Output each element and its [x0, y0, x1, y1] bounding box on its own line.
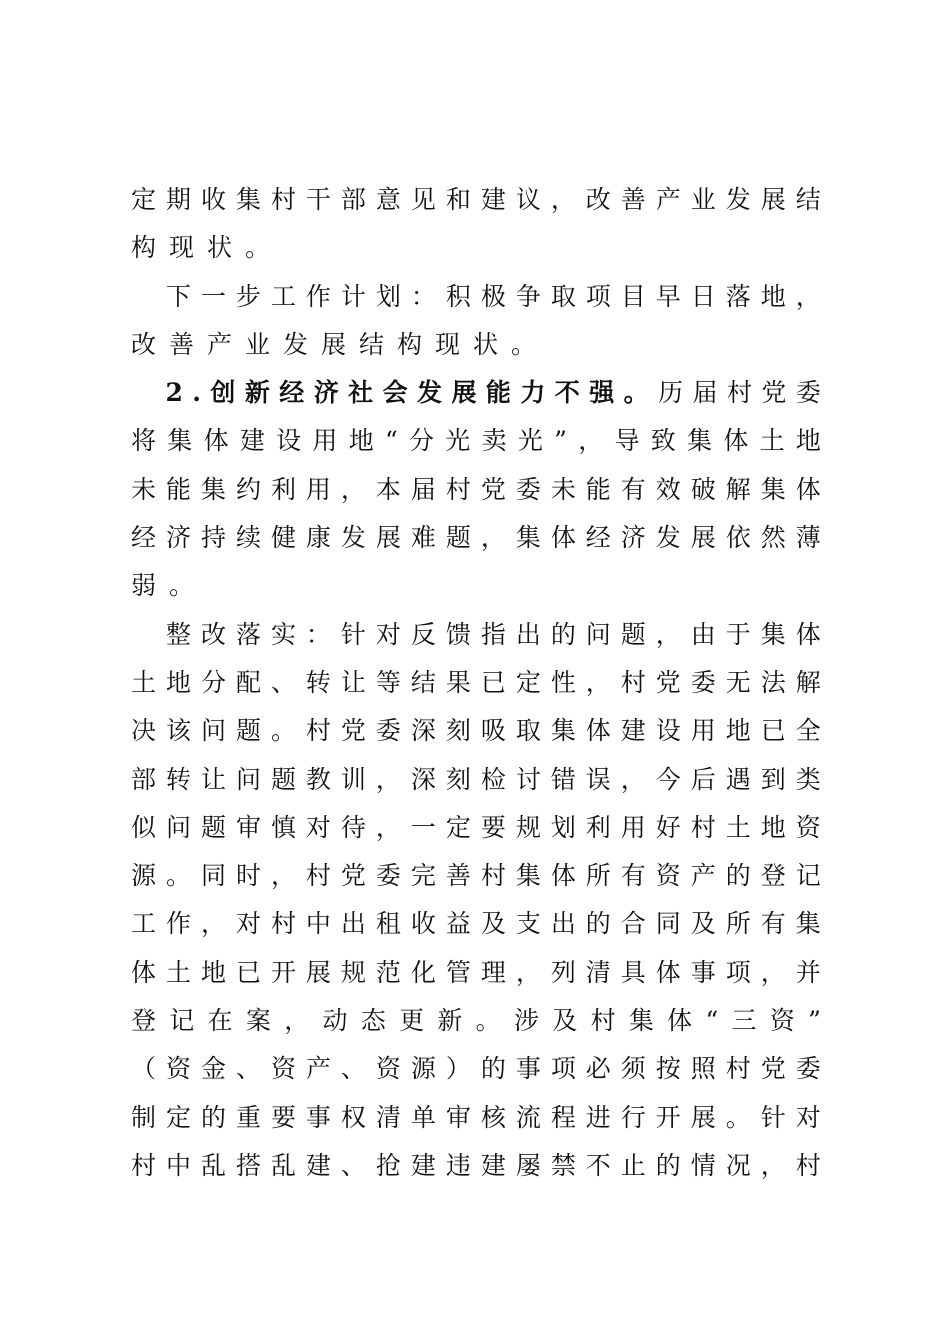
text-line: 将 集 体 建 设 用 地 “ 分 光 卖 光 ” ， 导 致 集 体 土 地	[131, 426, 821, 456]
text-line: 村 中 乱 搭 乱 建 、 抢 建 违 建 屡 禁 不 止 的 情 况 ， 村	[131, 1150, 821, 1180]
text-line: （ 资 金 、 资 产 、 资 源 ） 的 事 项 必 须 按 照 村 党 委	[131, 1054, 821, 1084]
text-line: 似 问 题 审 慎 对 待 ， 一 定 要 规 划 利 用 好 村 土 地 资	[131, 812, 821, 842]
text-line: 体 土 地 已 开 展 规 范 化 管 理 ， 列 清 具 体 事 项 ， 并	[131, 957, 821, 987]
text-line: 2 . 创 新 经 济 社 会 发 展 能 力 不 强 。 历 届 村 党 委	[165, 378, 821, 408]
text-line: 未 能 集 约 利 用 ， 本 届 村 党 委 未 能 有 效 破 解 集 体	[131, 474, 821, 504]
text-line: 改善产业发展结构现状。	[131, 329, 550, 359]
text-line: 工 作 ， 对 村 中 出 租 收 益 及 支 出 的 合 同 及 所 有 集	[131, 909, 821, 939]
text-line: 下 一 步 工 作 计 划 ： 积 极 争 取 项 目 早 日 落 地 ，	[165, 281, 821, 311]
document-body	[131, 176, 821, 1190]
text-line: 弱。	[131, 571, 208, 601]
text-line: 部 转 让 问 题 教 训 ， 深 刻 检 讨 错 误 ， 今 后 遇 到 类	[131, 764, 821, 794]
text-line: 源 。 同 时 ， 村 党 委 完 善 村 集 体 所 有 资 产 的 登 记	[131, 861, 821, 891]
text-line: 决 该 问 题 。 村 党 委 深 刻 吸 取 集 体 建 设 用 地 已 全	[131, 716, 821, 746]
text-line: 经 济 持 续 健 康 发 展 难 题 ， 集 体 经 济 发 展 依 然 薄	[131, 523, 821, 553]
text-line: 定 期 收 集 村 干 部 意 见 和 建 议 ， 改 善 产 业 发 展 结	[131, 185, 821, 214]
text-line: 构现状。	[131, 233, 284, 263]
text-line: 整 改 落 实 ： 针 对 反 馈 指 出 的 问 题 ， 由 于 集 体	[165, 619, 821, 649]
text-line: 制 定 的 重 要 事 权 清 单 审 核 流 程 进 行 开 展 。 针 对	[131, 1102, 821, 1132]
text-line: 土 地 分 配 、 转 让 等 结 果 已 定 性 ， 村 党 委 无 法 解	[131, 667, 821, 697]
text-line: 登 记 在 案 ， 动 态 更 新 。 涉 及 村 集 体 “ 三 资 ”	[131, 1006, 821, 1036]
